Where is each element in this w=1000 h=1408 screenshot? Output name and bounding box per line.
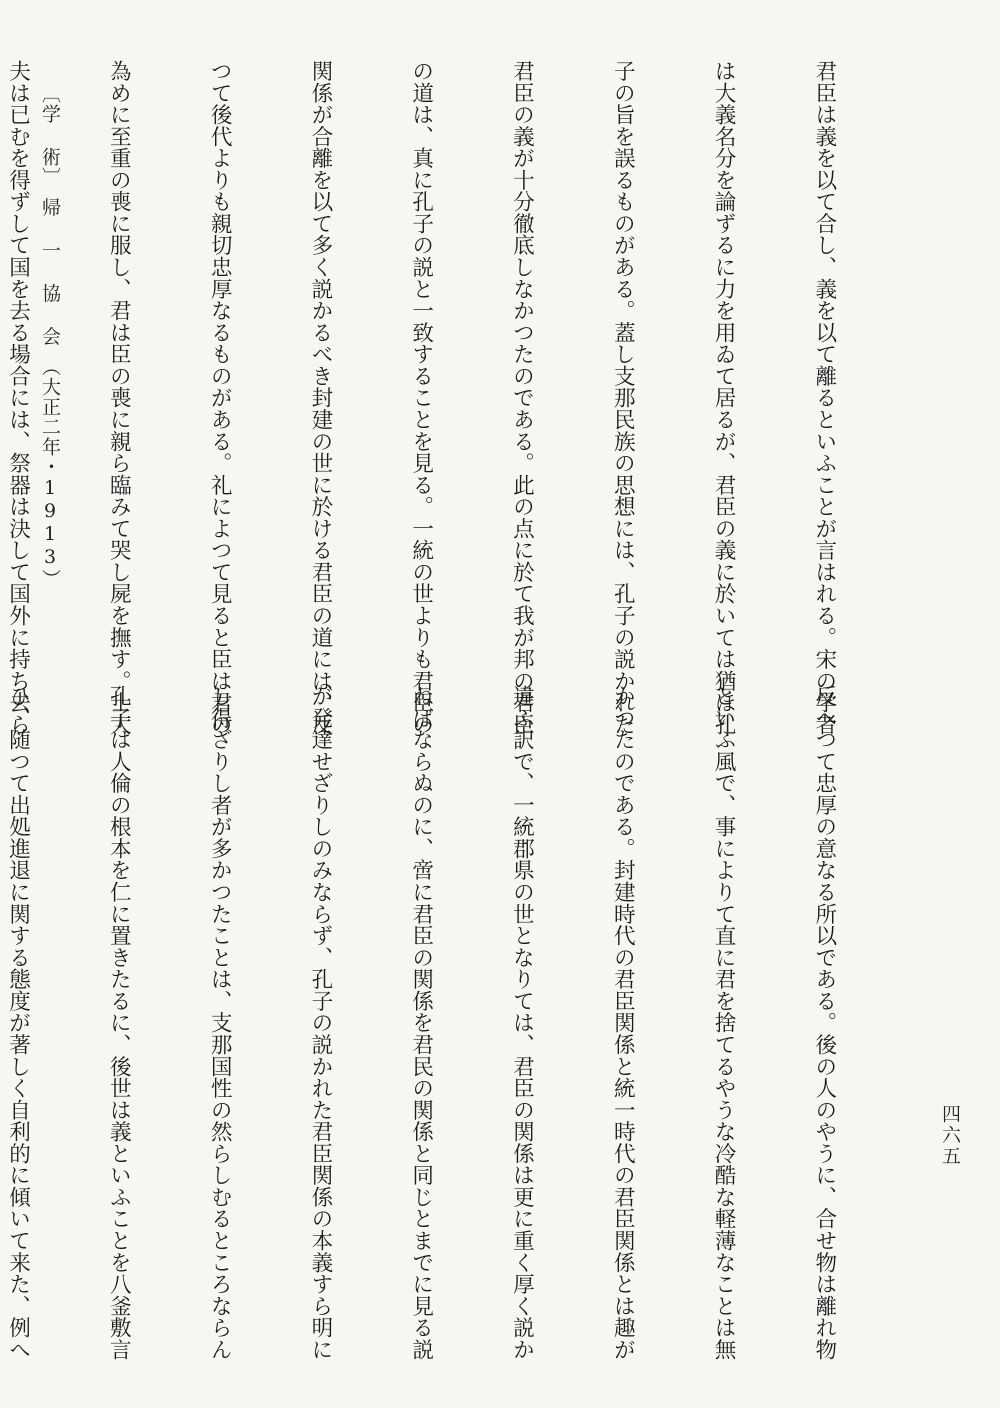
lower-col-8: 孔子は人倫の根本を仁に置きたるに、後世は義といふことを八釜敷言 bbox=[106, 685, 132, 1361]
upper-col-4: 君臣の義が十分徹底しなかつたのである。此の点に於て我が邦の君臣 bbox=[509, 60, 535, 736]
running-head bbox=[36, 84, 64, 644]
lower-col-1: 反へつて忠厚の意なる所以である。後の人のやうに、合せ物は離れ物 bbox=[811, 685, 837, 1361]
lower-col-3: かつたのである。封建時代の君臣関係と統一時代の君臣関係とは趣が bbox=[610, 685, 636, 1361]
upper-col-6: 関係が合離を以て多く説かるべき封建の世に於ける君臣の道には、反 bbox=[307, 60, 333, 736]
lower-col-2: といふ風で、事によりて直に君を捨てるやうな冷酷な軽薄なことは無 bbox=[711, 685, 737, 1361]
running-head-section: 〔学 術〕 bbox=[39, 84, 61, 178]
upper-col-7: つて後代よりも親切忠厚なるものがある。礼によつて見ると臣は君の bbox=[207, 60, 233, 736]
running-head-title: 帰 一 協 会 bbox=[39, 197, 61, 347]
upper-col-8: 為めに至重の喪に服し、君は臣の喪に親ら臨みて哭し屍を撫す。士大 bbox=[106, 60, 132, 736]
upper-col-2: は大義名分を論ずるに力を用ゐて居るが、君臣の義に於いては猶ほ孔 bbox=[711, 60, 737, 736]
lower-col-6: が発達せざりしのみならず、孔子の説かれた君臣関係の本義すら明に bbox=[307, 685, 333, 1361]
lower-col-7: し得ざりし者が多かつたことは、支那国性の然らしむるところならん bbox=[207, 685, 233, 1361]
upper-col-1: 君臣は義を以て合し、義を以て離るといふことが言はれる。宋の学者 bbox=[811, 60, 837, 736]
upper-col-5: の道は、真に孔子の説と一致することを見る。一統の世よりも君臣の bbox=[408, 60, 434, 736]
lower-col-4: 違ふ訳で、一統郡県の世となりては、君臣の関係は更に重く厚く説か bbox=[509, 685, 535, 1361]
running-head-date: （大正二年・1913） bbox=[39, 366, 61, 589]
lower-text-block bbox=[5, 685, 908, 1361]
lower-col-9: ひ、随つて出処進退に関する態度が著しく自利的に傾いて来た、例へ bbox=[5, 685, 31, 1361]
lower-col-5: ねばならぬのに、啻に君臣の関係を君民の関係と同じとまでに見る説 bbox=[408, 685, 434, 1361]
upper-col-3: 子の旨を誤るものがある。蓋し支那民族の思想には、孔子の説かれた bbox=[610, 60, 636, 736]
page-number: 四六五 bbox=[939, 1104, 961, 1167]
upper-col-9: 夫は已むを得ずして国を去る場合には、祭器は決して国外に持ち去ら bbox=[5, 60, 31, 736]
